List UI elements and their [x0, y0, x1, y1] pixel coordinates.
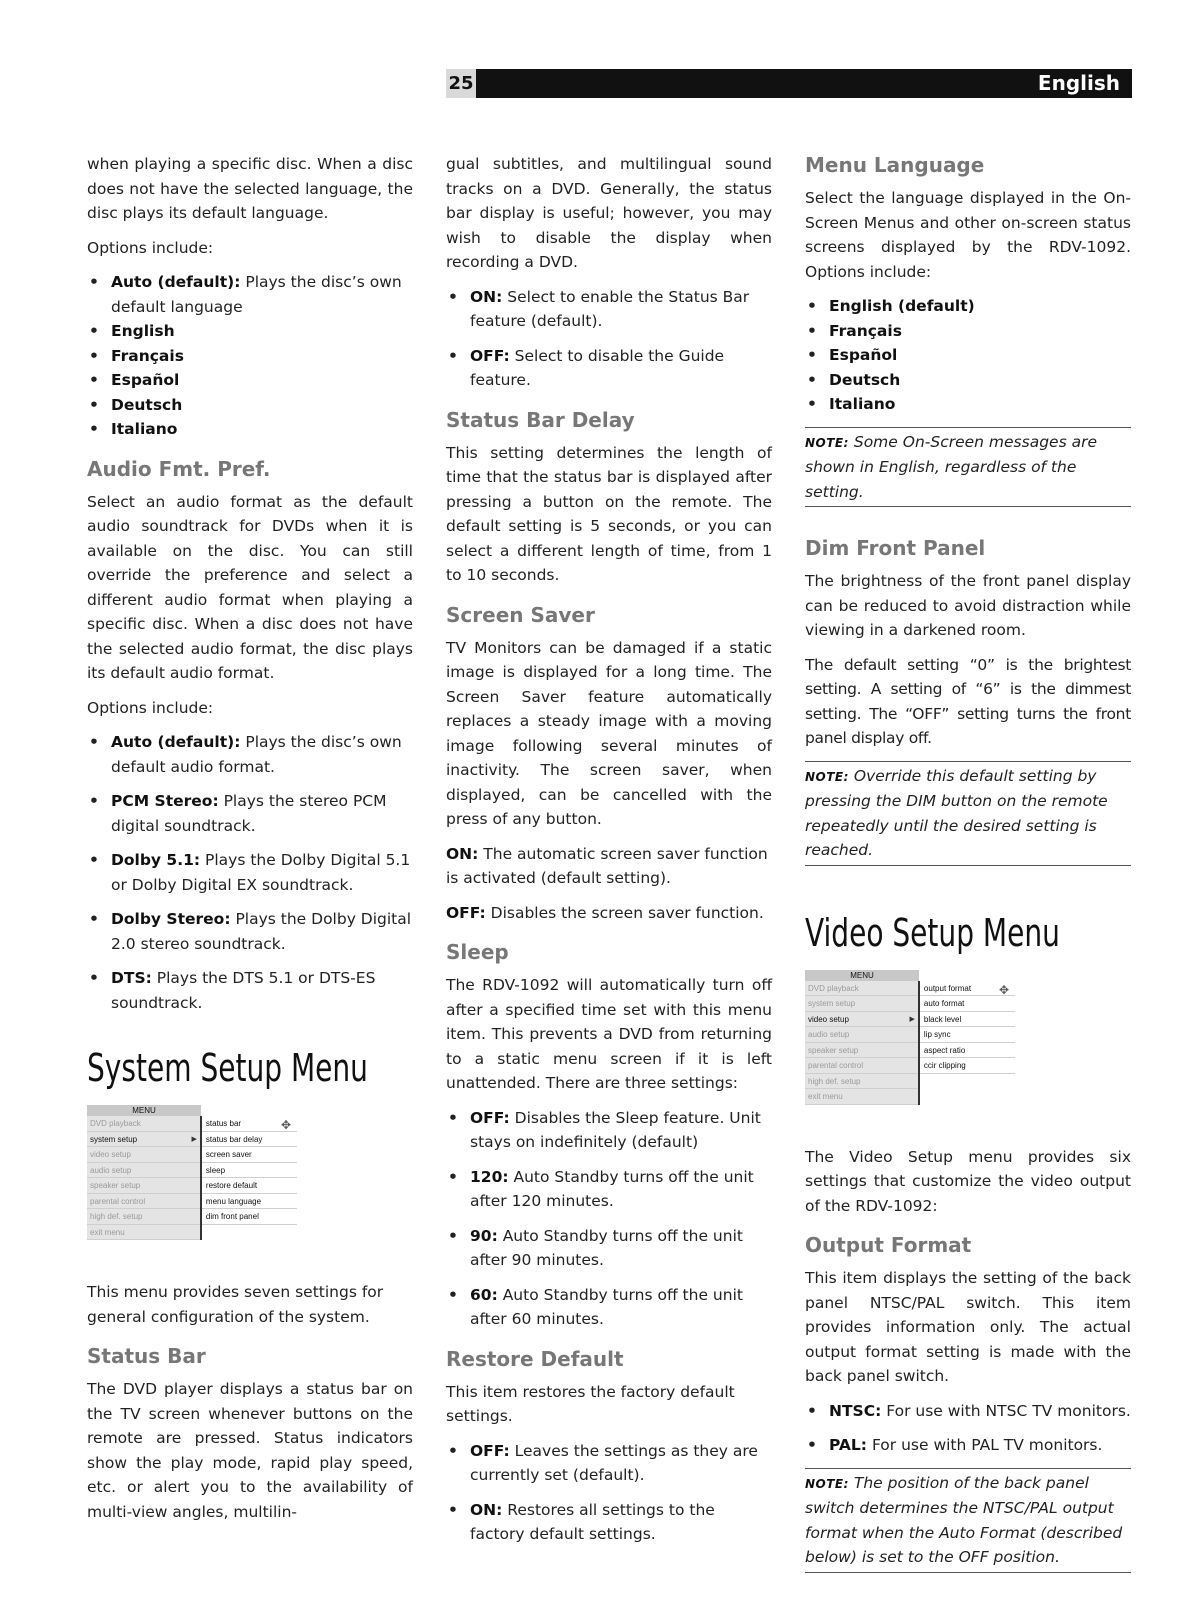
menu-option: screen saver [202, 1147, 297, 1163]
note: NOTE: Override this default setting by pressing the DIM button on the remote repeatedly until the desired setting is reached. [805, 761, 1131, 866]
arrow-right-icon: ▶ [909, 1015, 915, 1023]
list-item: • Español [805, 343, 1131, 368]
list-item: • Auto (default): Plays the disc’s own default language [87, 270, 413, 319]
page-header [446, 69, 1132, 98]
menu-item: audio setup [87, 1163, 200, 1179]
paragraph: This item displays the setting of the back panel NTSC/PAL switch. This item provides information only. The actual output format setting is made with the back panel switch. [805, 1269, 1131, 1385]
menu-title: MENU [805, 970, 919, 981]
paragraph: Select the language displayed in the On-Screen Menus and other on-screen status screens displayed by the RDV-1092. Options include: [805, 189, 1131, 281]
list-item: • Español [87, 368, 413, 393]
paragraph: The DVD player displays a status bar on the TV screen whenever buttons on the remote are pressed. Status indicators show the play mode, rapid play speed, etc. or alert you to the availability of multi-view angles, multilin- [87, 1380, 413, 1521]
menu-option: output format [920, 981, 1015, 997]
section-heading: Restore Default [446, 1346, 624, 1371]
section-title: System Setup Menu [87, 1046, 368, 1090]
menu-item-active: video setup ▶ [805, 1012, 918, 1028]
list-item: • OFF: Select to disable the Guide feature. [446, 344, 772, 393]
list-item: • NTSC: For use with NTSC TV monitors. [805, 1399, 1131, 1424]
menu-item: parental control [805, 1058, 918, 1074]
list-item: • PCM Stereo: Plays the stereo PCM digital soundtrack. [87, 789, 413, 838]
note: NOTE: Some On-Screen messages are shown in English, regardless of the setting. [805, 427, 1131, 508]
list-item: • PAL: For use with PAL TV monitors. [805, 1433, 1131, 1458]
paragraph: gual subtitles, and multilingual sound tracks on a DVD. Generally, the status bar display is useful; however, you may wish to disable the display when recording a DVD. [446, 155, 772, 271]
menu-item-active: system setup ▶ [87, 1132, 200, 1148]
list-item: • 120: Auto Standby turns off the unit after 120 minutes. [446, 1165, 772, 1214]
paragraph: OFF: Disables the screen saver function. [446, 903, 764, 922]
menu-right-list [200, 1116, 297, 1240]
paragraph: when playing a specific disc. When a disc does not have the selected language, the disc plays its default language. [87, 155, 413, 222]
list-item: • OFF: Leaves the settings as they are currently set (default). [446, 1439, 772, 1488]
menu-item: parental control [87, 1194, 200, 1210]
menu-item: DVD playback [87, 1116, 200, 1132]
section-heading: Screen Saver [446, 602, 595, 627]
menu-left-list [805, 981, 918, 1105]
system-setup-menu-image [87, 1105, 297, 1240]
paragraph: ON: The automatic screen saver function is activated (default setting). [446, 844, 768, 887]
section-heading: Menu Language [805, 153, 985, 177]
list-item: • English [87, 319, 413, 344]
list-item: • ON: Select to enable the Status Bar feature (default). [446, 285, 772, 334]
list-item: • DTS: Plays the DTS 5.1 or DTS-ES soundtrack. [87, 966, 413, 1015]
list-item: • Italiano [805, 392, 1131, 417]
menu-option: dim front panel [202, 1209, 297, 1225]
list-item: • Français [805, 319, 1131, 344]
video-setup-menu-image [805, 970, 1015, 1105]
lang-options-list [87, 270, 413, 442]
paragraph: The Video Setup menu provides six settings that customize the video output of the RDV-1092: [805, 1147, 1131, 1215]
paragraph: This setting determines the length of time that the status bar is displayed after pressing a button on the remote. The default setting is 5 seconds, or you can select a different length of time, from 1 to 10 seconds. [446, 443, 772, 584]
paragraph: The RDV-1092 will automatically turn off after a specified time set with this menu item. This prevents a DVD from returning to a static menu screen if it is left unattended. There are three settings: [446, 976, 772, 1092]
output-options-list [805, 1399, 1131, 1458]
options-label: Options include: [87, 698, 214, 717]
menu-option: black level [920, 1012, 1015, 1028]
list-item: • Deutsch [805, 368, 1131, 393]
list-item: • 90: Auto Standby turns off the unit after 90 minutes. [446, 1224, 772, 1273]
menu-item: high def. setup [805, 1074, 918, 1090]
note: NOTE: The position of the back panel switch determines the NTSC/PAL output format when the Auto Format (described below) is set to the OFF position. [805, 1468, 1131, 1573]
sleep-options-list [446, 1106, 772, 1332]
menu-item: system setup [805, 996, 918, 1012]
menu-item: video setup [87, 1147, 200, 1163]
section-heading: Output Format [805, 1233, 972, 1257]
list-item: • Dolby Stereo: Plays the Dolby Digital 2.0 stereo soundtrack. [87, 907, 413, 956]
paragraph: This item restores the factory default settings. [446, 1382, 735, 1425]
menu-option: menu language [202, 1194, 297, 1210]
menu-title: MENU [87, 1105, 201, 1116]
section-heading: Status Bar [87, 1344, 206, 1368]
paragraph: The brightness of the front panel display can be reduced to avoid distraction while viewing in a darkened room. [805, 572, 1131, 639]
options-label: Options include: [87, 238, 214, 257]
column-2 [446, 152, 772, 1557]
list-item: • Dolby 5.1: Plays the Dolby Digital 5.1 or Dolby Digital EX soundtrack. [87, 848, 413, 897]
menu-item: exit menu [87, 1225, 200, 1241]
menu-right-list [918, 981, 1015, 1105]
menu-option: lip sync [920, 1027, 1015, 1043]
menu-item: audio setup [805, 1027, 918, 1043]
section-heading: Dim Front Panel [805, 536, 986, 560]
list-item: • Italiano [87, 417, 413, 442]
status-options-list [446, 285, 772, 393]
list-item: • 60: Auto Standby turns off the unit after 60 minutes. [446, 1283, 772, 1332]
list-item: • Deutsch [87, 393, 413, 418]
list-item: • ON: Restores all settings to the factory default settings. [446, 1498, 772, 1547]
audio-options-list [87, 730, 413, 1015]
column-3 [805, 152, 1131, 1601]
column-1 [87, 152, 413, 1534]
paragraph: Select an audio format as the default audio soundtrack for DVDs when it is available on the disc. You can still override the preference and select a different audio format when playing a specific disc. When a disc does not have the selected audio format, the disc plays its default audio format. [87, 492, 413, 682]
menu-option: restore default [202, 1178, 297, 1194]
restore-options-list [446, 1439, 772, 1547]
paragraph: This menu provides seven settings for general configuration of the system. [87, 1283, 384, 1326]
section-heading: Status Bar Delay [446, 407, 635, 432]
list-item: • Auto (default): Plays the disc’s own default audio format. [87, 730, 413, 779]
menu-option: auto format [920, 996, 1015, 1012]
paragraph: TV Monitors can be damaged if a static image is displayed for a long time. The Screen Saver feature automatically replaces a steady image with a moving image following several minutes of inactivity. The screen saver, when displayed, can be cancelled with the press of any button. [446, 638, 772, 828]
list-item: • Français [87, 344, 413, 369]
menu-option: aspect ratio [920, 1043, 1015, 1059]
menu-item: high def. setup [87, 1209, 200, 1225]
menu-item: speaker setup [87, 1178, 200, 1194]
menu-item: exit menu [805, 1089, 918, 1105]
section-heading: Audio Fmt. Pref. [87, 456, 271, 481]
list-item: • OFF: Disables the Sleep feature. Unit stays on indefinitely (default) [446, 1106, 772, 1155]
menu-option: sleep [202, 1163, 297, 1179]
section-heading: Sleep [446, 940, 509, 964]
arrow-right-icon: ▶ [191, 1135, 197, 1143]
header-language: English [1037, 71, 1120, 95]
menu-option: status bar delay [202, 1132, 297, 1148]
navigation-arrows-icon: ✥ [998, 982, 1009, 997]
menu-left-list [87, 1116, 200, 1240]
paragraph: The default setting “0” is the brightest setting. A setting of “6” is the dimmest setting. The “OFF” setting turns the front panel display off. [805, 655, 1131, 747]
section-title: Video Setup Menu [805, 910, 1060, 955]
navigation-arrows-icon: ✥ [280, 1118, 291, 1132]
menu-item: speaker setup [805, 1043, 918, 1059]
menu-option: status bar [202, 1116, 297, 1132]
menu-lang-options-list [805, 294, 1131, 417]
menu-item: DVD playback [805, 981, 918, 997]
menu-option: ccir clipping [920, 1058, 1015, 1074]
list-item: • English (default) [805, 294, 1131, 319]
page-number: 25 [446, 69, 476, 98]
